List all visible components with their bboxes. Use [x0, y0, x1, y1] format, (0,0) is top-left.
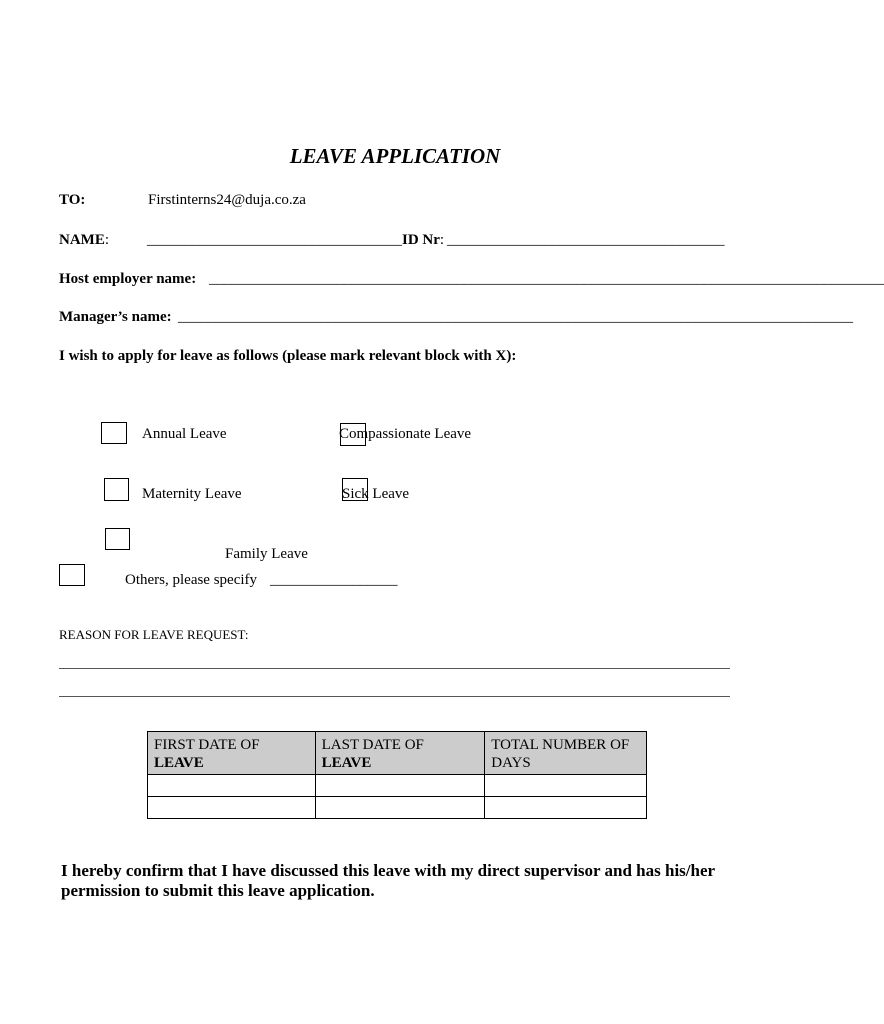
leave-instruction: I wish to apply for leave as follows (please mark relevant block with X):: [59, 348, 517, 364]
total-days-cell[interactable]: [485, 797, 647, 819]
manager-field[interactable]: __________________________________________________________________________________________: [178, 309, 853, 325]
table-header-row: [148, 732, 647, 775]
others-specify-field[interactable]: _________________: [270, 572, 398, 588]
others-leave-label: Others, please specify: [125, 572, 258, 588]
total-days-cell[interactable]: [485, 775, 647, 797]
leave-dates-table: [147, 731, 647, 819]
id-nr-label: ID Nr:: [402, 232, 445, 248]
reason-line-1[interactable]: [59, 668, 730, 669]
first-date-cell[interactable]: [148, 775, 316, 797]
total-days-header: TOTAL NUMBER OF DAYS: [485, 732, 647, 775]
to-email: Firstinterns24@duja.co.za: [148, 192, 306, 208]
compassionate-leave-label: Compassionate Leave: [339, 426, 472, 442]
annual-leave-label: Annual Leave: [142, 426, 227, 442]
host-employer-field[interactable]: __________________________________________________________________________________________: [209, 271, 884, 287]
sick-leave-label: Sick Leave: [342, 486, 410, 502]
compassionate-leave-checkbox[interactable]: [340, 423, 366, 446]
id-nr-field[interactable]: _____________________________________: [447, 232, 725, 248]
family-leave-checkbox[interactable]: [105, 528, 130, 550]
last-date-cell[interactable]: [315, 797, 485, 819]
to-label: TO:: [59, 192, 86, 208]
maternity-leave-label: Maternity Leave: [142, 486, 242, 502]
annual-leave-checkbox[interactable]: [101, 422, 127, 444]
table-row: [148, 797, 647, 819]
reason-line-2[interactable]: [59, 696, 730, 697]
sick-leave-checkbox[interactable]: [342, 478, 368, 501]
maternity-leave-checkbox[interactable]: [104, 478, 129, 501]
last-date-cell[interactable]: [315, 775, 485, 797]
last-date-header: LAST DATE OF LEAVE: [315, 732, 485, 775]
manager-label: Manager’s name:: [59, 309, 172, 325]
table-row: [148, 775, 647, 797]
first-date-cell[interactable]: [148, 797, 316, 819]
page-title: LEAVE APPLICATION: [289, 144, 501, 168]
host-employer-label: Host employer name:: [59, 271, 197, 287]
reason-label: REASON FOR LEAVE REQUEST:: [59, 627, 249, 642]
others-leave-checkbox[interactable]: [59, 564, 85, 586]
name-field[interactable]: __________________________________: [147, 232, 402, 248]
confirmation-statement: I hereby confirm that I have discussed this leave with my direct supervisor and has his/her permission to submit this leave application.: [61, 861, 715, 900]
name-label: NAME:: [59, 232, 109, 248]
first-date-header: FIRST DATE OF LEAVE: [148, 732, 316, 775]
family-leave-label: Family Leave: [225, 546, 308, 562]
